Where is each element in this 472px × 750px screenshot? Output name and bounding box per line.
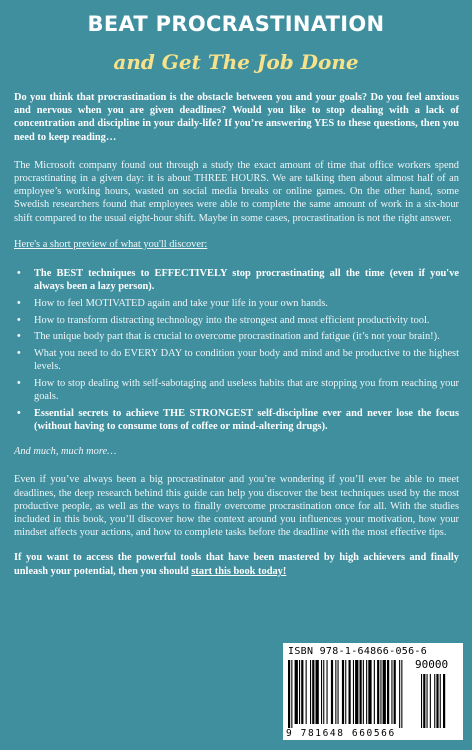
bullet-icon: • xyxy=(17,348,21,360)
preview-heading: Here's a short preview of what you'll discover: xyxy=(14,238,208,250)
price-code: 90000 xyxy=(415,658,449,671)
bullet-icon: • xyxy=(17,297,21,309)
bullet-icon: • xyxy=(17,377,21,389)
list-item: • How to stop dealing with self-sabotaging and useless habits that are stopping you from reaching your goals. xyxy=(17,377,459,403)
list-item: • How to transform distracting technology into the strongest and most efficient productivity tool. xyxy=(17,314,430,326)
blurb xyxy=(14,91,459,578)
list-item: • The unique body part that is crucial to overcome procrastination and fatigue (it’s not your brain!). xyxy=(17,331,440,343)
isbn-label: ISBN 978-1-64866-056-6 xyxy=(288,646,428,657)
title-main: BEAT PROCRASTINATION xyxy=(87,12,385,36)
bullet-icon: • xyxy=(17,314,21,326)
closing-paragraph: Even if you’ve always been a big procrastinator and you’re wondering if you’ll ever be able to meet deadlines, the deep research behind this guide can help you discover the best techniques used by the most productive people, as well as the ways to finally overcome procrastination once for all. With the studies included in this book, you’ll discover how the context around you influences your motivation, how your mindset affects your actions, and how to complete tasks before the deadline with the most effective tips. xyxy=(14,474,459,539)
call-to-action: If you want to access the powerful tools that have been mastered by high achievers and finally unleash your potential, then you should start this book today! xyxy=(14,552,459,577)
bullet-icon: • xyxy=(17,331,21,343)
bullet-list xyxy=(14,267,459,433)
barcode-digits: 9 781648 660566 xyxy=(286,728,396,739)
barcode-icon xyxy=(287,660,459,728)
bullet-icon: • xyxy=(17,407,21,419)
barcode-box xyxy=(283,643,463,740)
study-paragraph: The Microsoft company found out through a study the exact amount of time that office workers spend procrastinating in a given day: it is about THREE HOURS. We are talking then about almost half of an employee’s working hours, wasted on social media breaks or online games. On the other hand, some Swedish researchers found that employees were able to complete the same amount of work in a six-hour shift compared to the usual eight-hour shift. Maybe in some cases, procrastination is not the right answer. xyxy=(14,159,459,224)
list-item: • The BEST techniques to EFFECTIVELY stop procrastinating all the time (even if you've always been a lazy person). xyxy=(17,268,459,293)
and-more: And much, much more… xyxy=(14,446,117,458)
list-item: • How to feel MOTIVATED again and take your life in your own hands. xyxy=(17,297,328,309)
list-item: • Essential secrets to achieve THE STRONGEST self-discipline ever and never lose the focus (without having to consume tons of coffee or mind-altering drugs). xyxy=(17,407,459,433)
cta-underlined: start this book today! xyxy=(191,565,287,577)
bullet-icon: • xyxy=(17,268,21,280)
title-subtitle: and Get The Job Done xyxy=(113,50,359,74)
list-item: • What you need to do EVERY DAY to condition your body and mind and be productive to the highest levels. xyxy=(17,348,459,373)
intro-paragraph: Do you think that procrastination is the obstacle between you and your goals? Do you feel anxious and nervous when you are given deadlines? Would you like to stop dealing with a lack of concentration and discipline in your daily-life? If you’re answering YES to these questions, then you need to keep reading… xyxy=(14,92,459,143)
